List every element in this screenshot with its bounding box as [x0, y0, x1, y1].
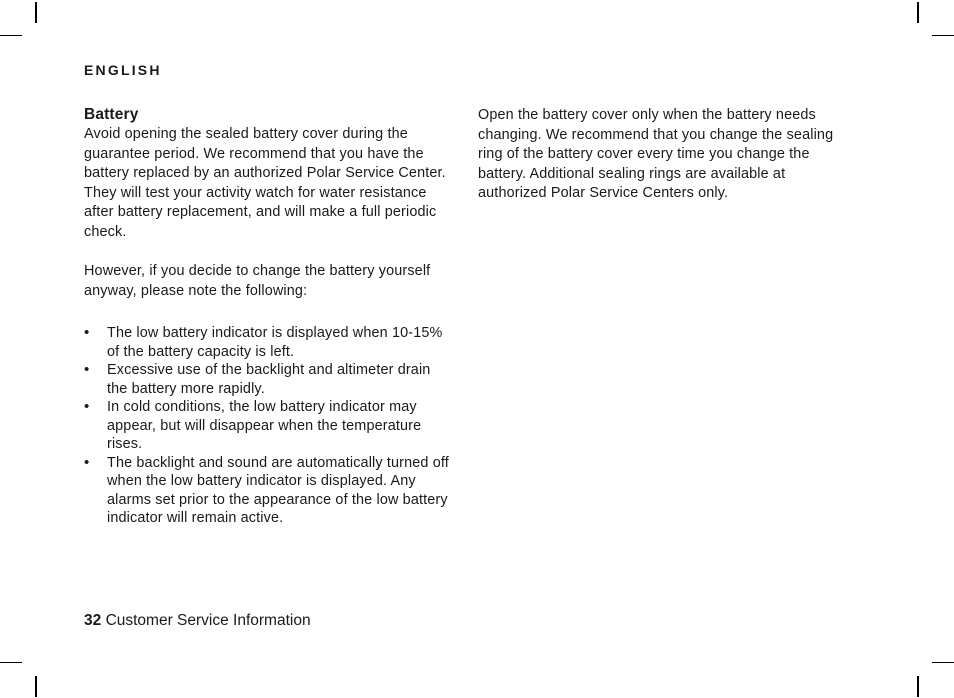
list-item-text: Excessive use of the backlight and altimeter drain the battery more rapidly.	[107, 362, 431, 397]
crop-mark-top-right-horizontal	[932, 35, 954, 36]
bullet-icon: •	[84, 453, 90, 471]
section-heading: Battery	[84, 106, 139, 123]
footer-section-title: Customer Service Information	[105, 612, 311, 629]
page-footer	[84, 612, 311, 630]
crop-mark-bottom-left-horizontal	[0, 662, 22, 663]
battery-cover-paragraph: Open the battery cover only when the battery needs changing. We recommend that you change the sealing ring of the battery cover every time you change the battery. Additional sealing rings are available at authorized Polar Service Centers only.	[478, 107, 834, 202]
right-column	[478, 106, 848, 204]
intro-paragraph: Avoid opening the sealed battery cover during the guarantee period. We recommend that you have the battery replaced by an authorized Polar Service Center. They will test your activity watch for water resistance after battery replacement, and will make a full periodic check.	[84, 126, 446, 240]
bullet-icon: •	[84, 398, 90, 416]
list-item	[84, 454, 454, 528]
crop-mark-bottom-right-horizontal	[932, 662, 954, 663]
list-item-text: In cold conditions, the low battery indicator may appear, but will disappear when the temperature rises.	[107, 399, 422, 453]
list-item	[84, 361, 454, 398]
language-label: ENGLISH	[84, 62, 162, 78]
list-item-text: The backlight and sound are automatically turned off when the low battery indicator is displayed. Any alarms set prior to the appearance of the low battery indicator will remain active.	[107, 454, 449, 527]
bullet-icon: •	[84, 324, 90, 342]
note-paragraph: However, if you decide to change the battery yourself anyway, please note the following:	[84, 263, 431, 299]
crop-mark-bottom-left-vertical	[35, 676, 37, 697]
crop-mark-bottom-right-vertical	[917, 676, 919, 697]
list-item	[84, 398, 454, 454]
list-item	[84, 324, 454, 361]
crop-mark-top-left-horizontal	[0, 35, 22, 36]
crop-mark-top-right-vertical	[917, 2, 919, 23]
bullet-icon: •	[84, 361, 90, 379]
crop-mark-top-left-vertical	[35, 2, 37, 23]
battery-notes-list	[84, 324, 454, 528]
list-item-text: The low battery indicator is displayed when 10-15% of the battery capacity is left.	[107, 325, 443, 360]
page-number: 32	[84, 612, 102, 629]
left-column	[84, 105, 454, 528]
